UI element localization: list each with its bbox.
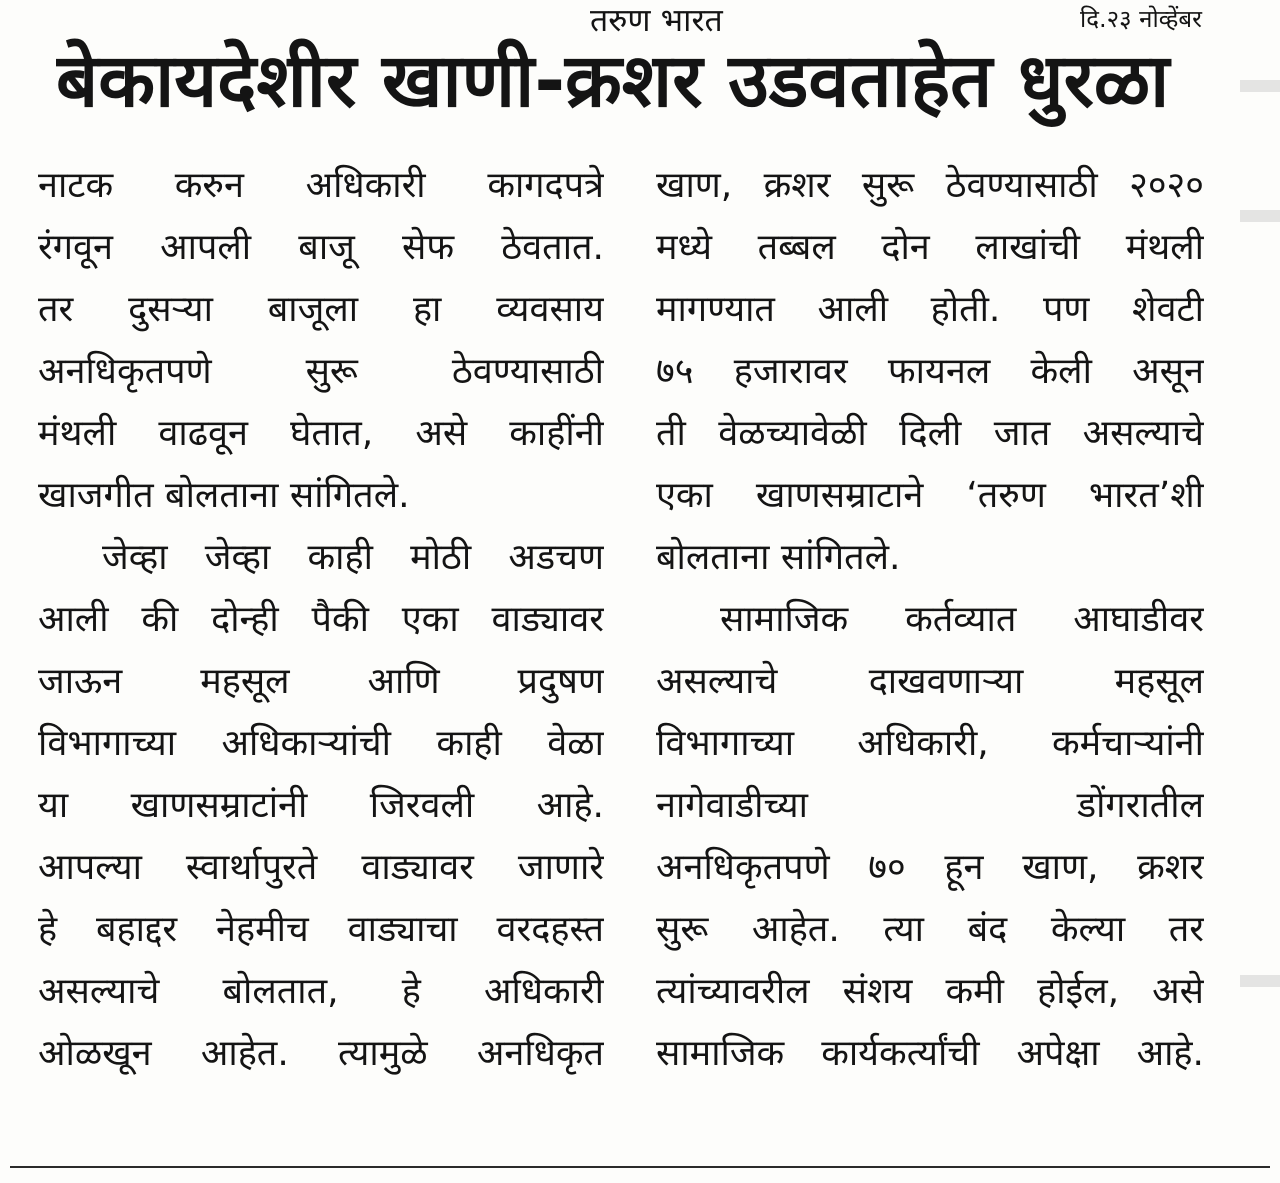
- article-line: सुरू आहेत. त्या बंद केल्या तर: [656, 909, 1204, 950]
- article-line: मध्ये तब्बल दोन लाखांची मंथली: [656, 227, 1204, 268]
- article-line: जाऊन महसूल आणि प्रदुषण: [38, 661, 604, 702]
- publication-date: दि.२३ नोव्हेंबर: [1080, 5, 1202, 33]
- article-line: ७५ हजारावर फायनल केली असून: [656, 351, 1204, 392]
- article-line: खाण, क्रशर सुरू ठेवण्यासाठी २०२०: [656, 165, 1204, 206]
- article-line: अनधिकृतपणे सुरू ठेवण्यासाठी: [38, 351, 604, 392]
- article-line: आपल्या स्वार्थापुरते वाड्यावर जाणारे: [38, 847, 604, 888]
- article-line: ती वेळच्यावेळी दिली जात असल्याचे: [656, 413, 1204, 454]
- article-column-left: [38, 155, 604, 1085]
- article-line: तर दुसऱ्या बाजूला हा व्यवसाय: [38, 289, 604, 330]
- article-line: रंगवून आपली बाजू सेफ ठेवतात.: [38, 227, 604, 268]
- article-line: बोलताना सांगितले.: [656, 537, 901, 578]
- article-column-right: [656, 155, 1204, 1085]
- article-line: हे बहाद्दर नेहमीच वाड्याचा वरदहस्त: [38, 909, 604, 950]
- page-edge-bleed: [1240, 80, 1280, 92]
- article-line: नाटक करुन अधिकारी कागदपत्रे: [38, 165, 604, 206]
- article-line: असल्याचे दाखवणाऱ्या महसूल: [656, 661, 1204, 702]
- article-line: नागेवाडीच्या डोंगरातील: [656, 785, 1204, 826]
- article-line: सामाजिक कर्तव्यात आघाडीवर: [720, 599, 1204, 640]
- bottom-rule: [10, 1166, 1270, 1168]
- article-line: या खाणसम्राटांनी जिरवली आहे.: [38, 785, 604, 826]
- page-edge-bleed: [1240, 975, 1280, 987]
- newspaper-masthead: तरुण भारत: [590, 1, 723, 39]
- article-line: विभागाच्या अधिकाऱ्यांची काही वेळा: [38, 723, 604, 764]
- article-line: आली की दोन्ही पैकी एका वाड्यावर: [38, 599, 604, 640]
- article-line: जेव्हा जेव्हा काही मोठी अडचण: [102, 537, 604, 578]
- article-line: अनधिकृतपणे ७० हून खाण, क्रशर: [656, 847, 1204, 888]
- article-line: मंथली वाढवून घेतात, असे काहींनी: [38, 413, 604, 454]
- article-line: ओळखून आहेत. त्यामुळे अनधिकृत: [38, 1033, 604, 1074]
- article-headline: बेकायदेशीर खाणी-क्रशर उडवताहेत धुरळा: [56, 38, 1170, 124]
- article-line: मागण्यात आली होती. पण शेवटी: [656, 289, 1204, 330]
- article-line: खाजगीत बोलताना सांगितले.: [38, 475, 410, 516]
- article-line: असल्याचे बोलतात, हे अधिकारी: [38, 971, 604, 1012]
- article-line: एका खाणसम्राटाने ‘तरुण भारत’शी: [656, 475, 1204, 516]
- page-edge-bleed: [1240, 210, 1280, 222]
- article-line: सामाजिक कार्यकर्त्यांची अपेक्षा आहे.: [656, 1033, 1204, 1074]
- article-line: त्यांच्यावरील संशय कमी होईल, असे: [656, 971, 1204, 1012]
- article-line: विभागाच्या अधिकारी, कर्मचाऱ्यांनी: [656, 723, 1204, 764]
